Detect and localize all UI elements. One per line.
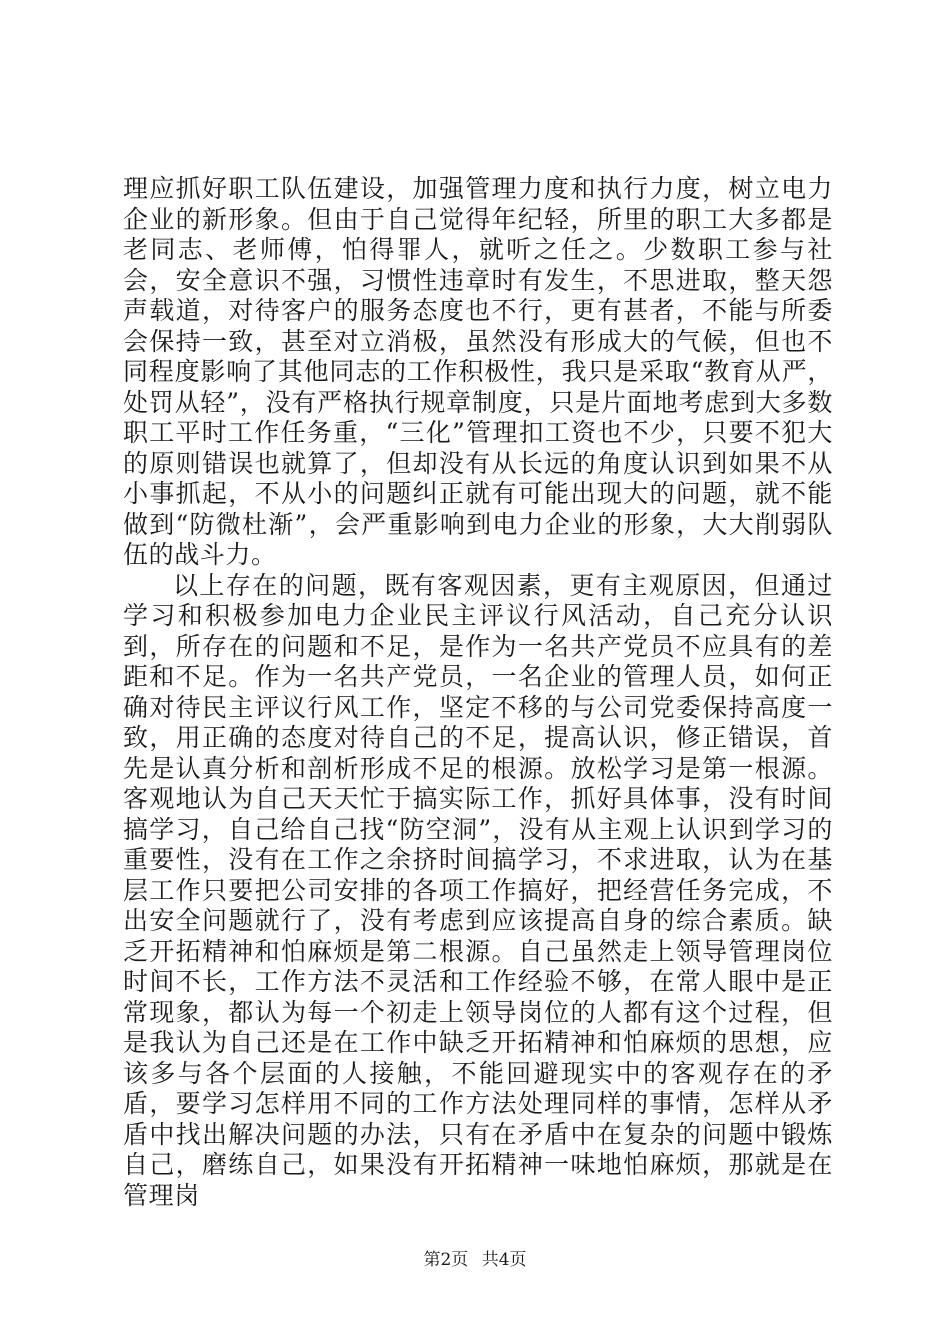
page-footer bbox=[0, 1245, 950, 1270]
document-body bbox=[123, 174, 833, 1211]
paragraph-1: 理应抓好职工队伍建设，加强管理力度和执行力度，树立电力企业的新形象。但由于自己觉得年纪轻，所里的职工大多都是老同志、老师傅，怕得罪人，就听之任之。少数职工参与社会，安全意识不强，习惯性违章时有发生，不思进取，整天怨声载道，对待客户的服务态度也不行，更有甚者，不能与所委会保持一致，甚至对立消极，虽然没有形成大的气候，但也不同程度影响了其他同志的工作积极性，我只是采取“教育从严，处罚从轻”，没有严格执行规章制度，只是片面地考虑到大多数职工平时工作任务重，“三化”管理扣工资也不少，只要不犯大的原则错误也就算了，但却没有从长远的角度认识到如果不从小事抓起，不从小的问题纠正就有可能出现大的问题，就不能做到“防微杜渐”，会严重影响到电力企业的形象，大大削弱队伍的战斗力。 bbox=[123, 174, 833, 569]
page-total: 共4页 bbox=[481, 1250, 527, 1270]
paragraph-2: 以上存在的问题，既有客观因素，更有主观原因，但通过学习和积极参加电力企业民主评议行风活动，自己充分认识到，所存在的问题和不足，是作为一名共产党员不应具有的差距和不足。作为一名共产党员，一名企业的管理人员，如何正确对待民主评议行风工作，坚定不移的与公司党委保持高度一致，用正确的态度对待自己的不足，提高认识，修正错误，首先是认真分析和剖析形成不足的根源。放松学习是第一根源。客观地认为自己天天忙于搞实际工作，抓好具体事，没有时间搞学习，自己给自己找“防空洞”，没有从主观上认识到学习的重要性，没有在工作之余挤时间搞学习，不求进取，认为在基层工作只要把公司安排的各项工作搞好，把经营任务完成，不出安全问题就行了，没有考虑到应该提高自身的综合素质。缺乏开拓精神和怕麻烦是第二根源。自己虽然走上领导管理岗位时间不长，工作方法不灵活和工作经验不够，在常人眼中是正常现象，都认为每一个初走上领导岗位的人都有这个过程，但是我认为自己还是在工作中缺乏开拓精神和怕麻烦的思想，应该多与各个层面的人接触，不能回避现实中的客观存在的矛盾，要学习怎样用不同的工作方法处理同样的事情，怎样从矛盾中找出解决问题的办法，只有在矛盾中在复杂的问题中锻炼自己，磨练自己，如果没有开拓精神一味地怕麻烦，那就是在管理岗 bbox=[123, 570, 833, 1210]
page-number: 第2页 bbox=[423, 1250, 469, 1270]
